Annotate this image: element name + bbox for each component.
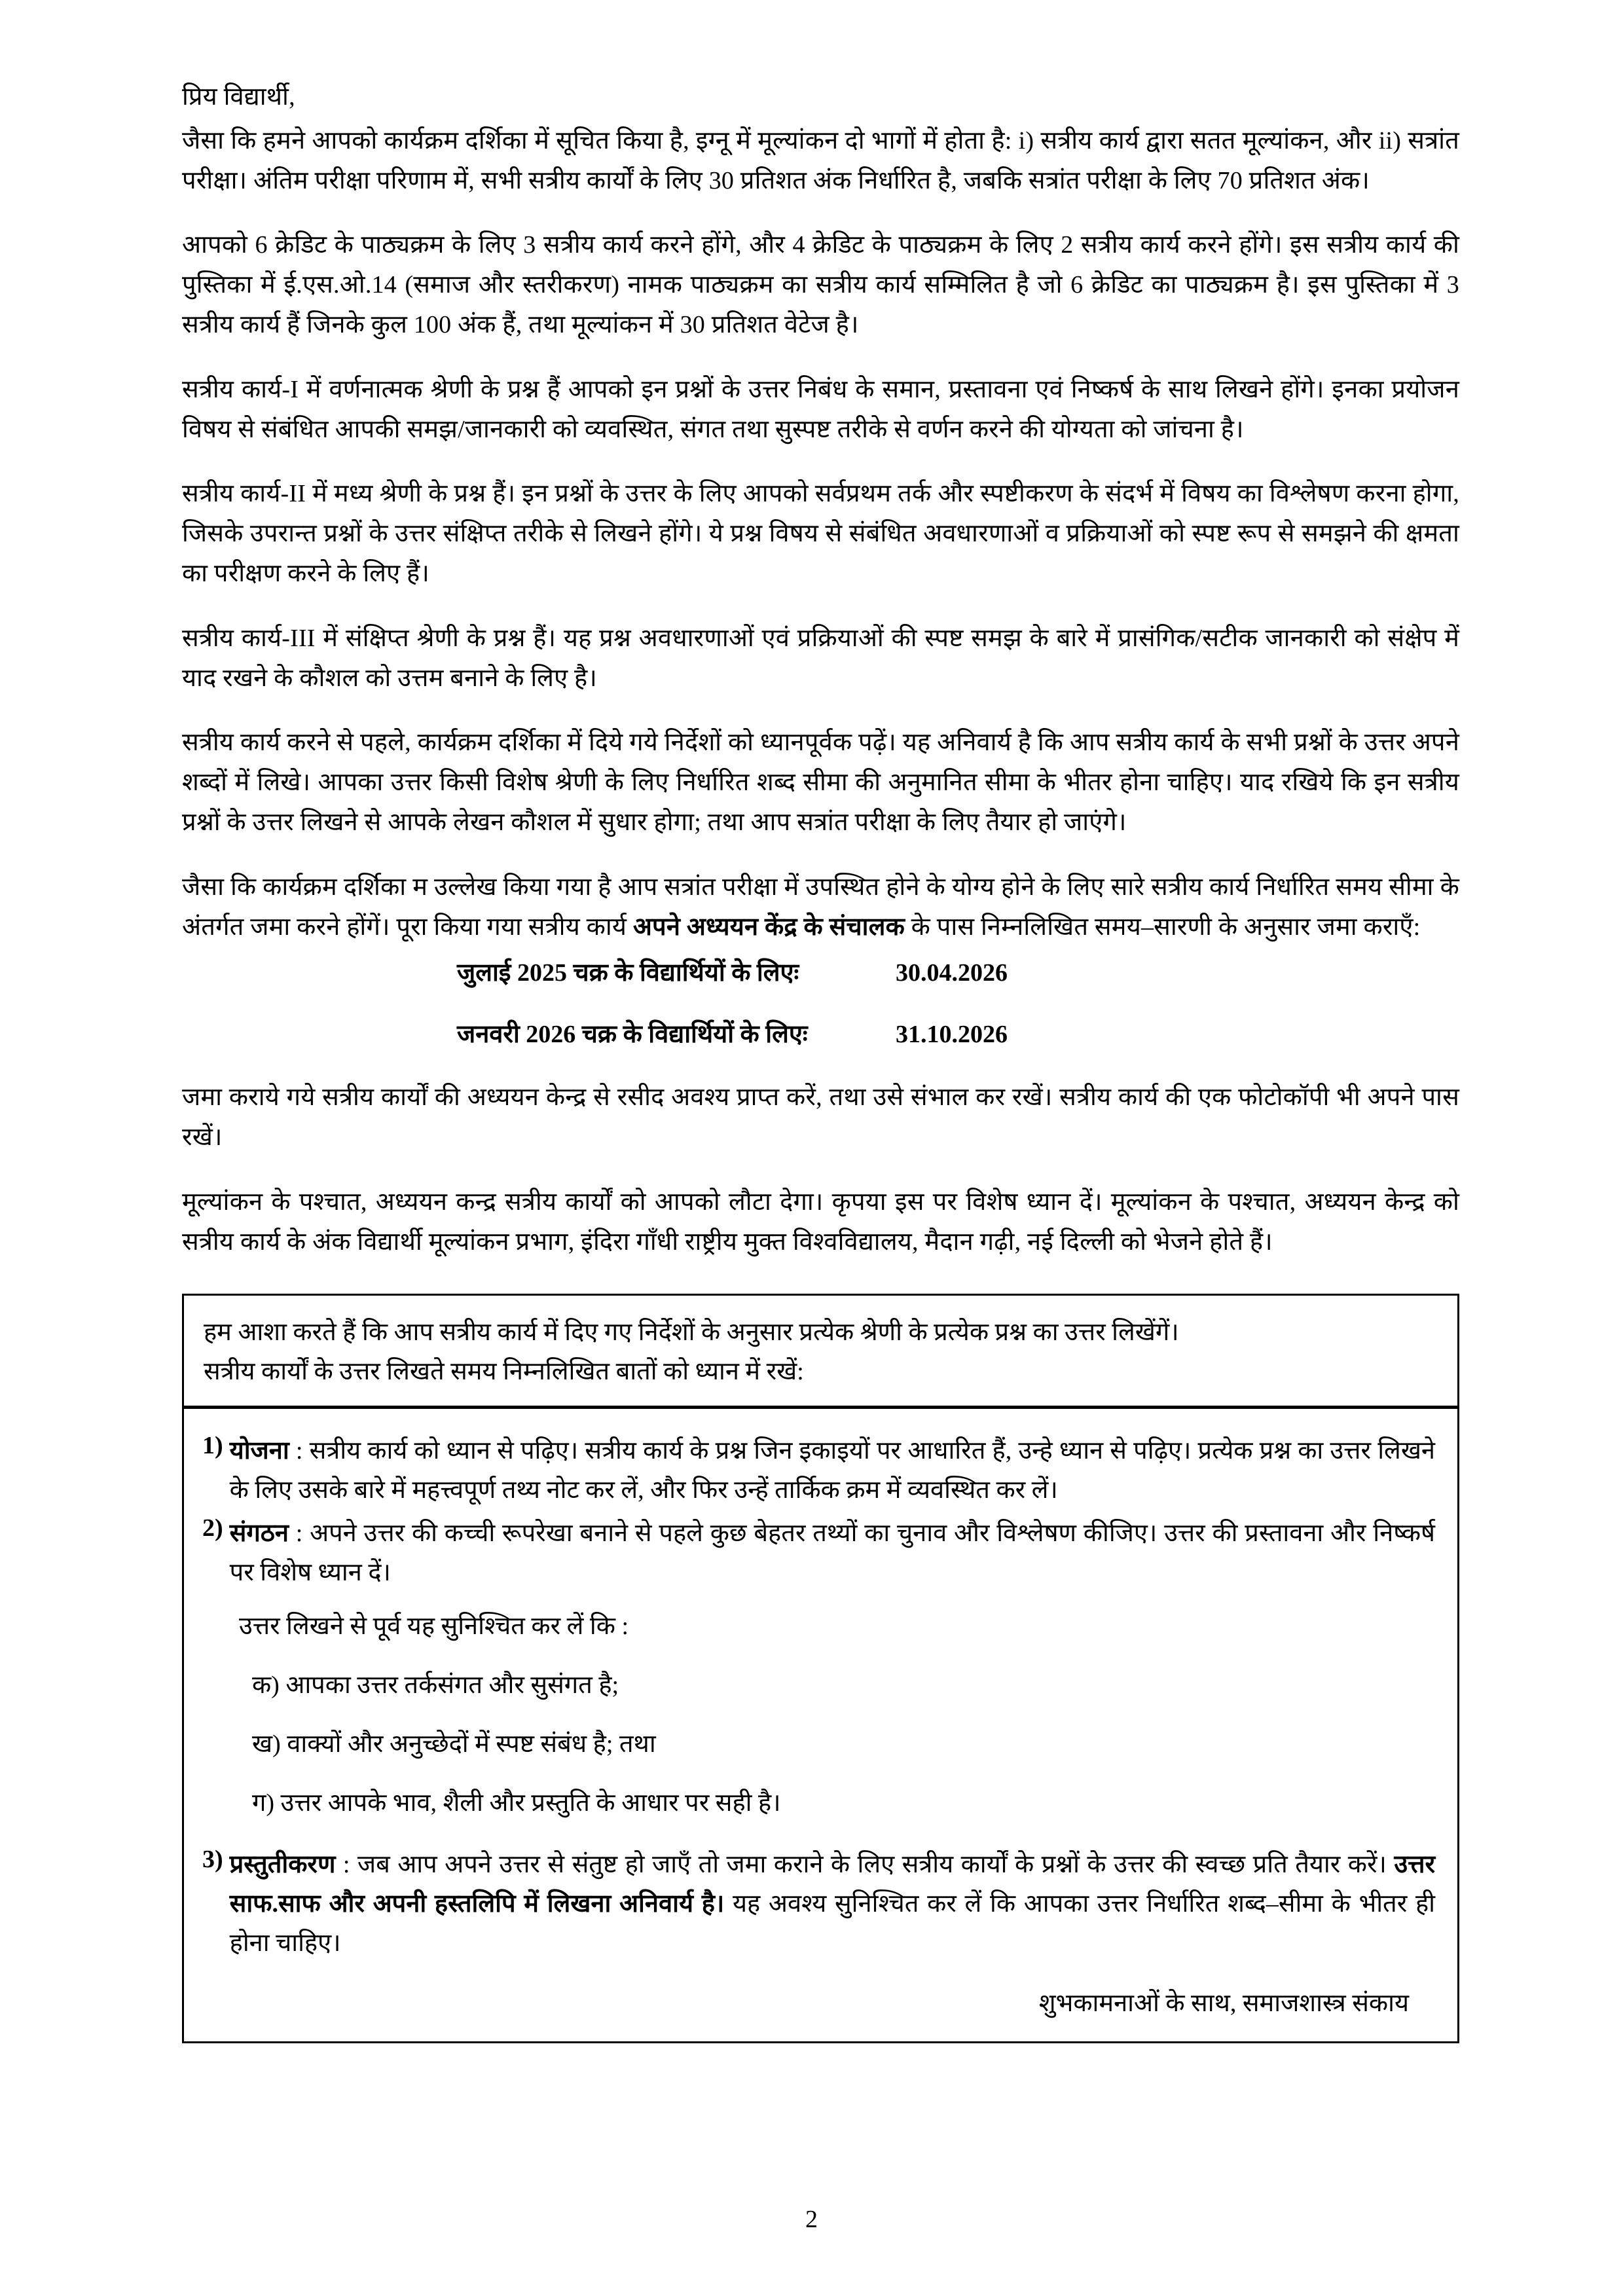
schedule-date-july-cycle: 30.04.2026 (896, 959, 1008, 987)
sub-item-ga: ग) उत्तर आपके भाव, शैली और प्रस्तुति के आधार पर सही है। (252, 1789, 781, 1817)
paragraph-assignment-two: सत्रीय कार्य-II में मध्य श्रेणी के प्रश्न हैं। इन प्रश्नों के उत्तर के लिए आपको सर्वप्रथम तर्क और स्पष्टीकरण के संदर्भ में विषय का विश्लेषण करना होगा, जिसके उपरान्त प्रश्नों के उत्तर संक्षिप्त तरीके से लिखने होंगे। ये प्रश्न विषय से संबंधित अवधारणाओं व प्रक्रियाओं को स्पष्ट रूप से समझने की क्षमता का परीक्षण करने के लिए हैं। (182, 480, 1459, 587)
submission-text-part-two: के पास निम्नलिखित समय–सारणी के अनुसार जमा कराएँ: (904, 913, 1421, 941)
note-item-separator: : (335, 1850, 357, 1878)
paragraph-assignment-one: सत्रीय कार्य-I में वर्णनात्मक श्रेणी के प्रश्न हैं आपको इन प्रश्नों के उत्तर निबंध के समान, प्रस्तावना एवं निष्कर्ष के साथ लिखने होंगे। इनका प्रयोजन विषय से संबंधित आपकी समझ/जानकारी को व्यवस्थित, संगत तथा सुस्पष्ट तरीके से वर्णन करने की योग्यता को जांचना है। (182, 375, 1459, 443)
schedule-label-january-cycle: जनवरी 2026 चक्र के विद्यार्थियों के लिएः (457, 1021, 808, 1049)
note-item-organisation (202, 1514, 1435, 1592)
note-item-body-part-one: जब आप अपने उत्तर से संतुष्ट हो जाएँ तो जमा कराने के लिए सत्रीय कार्याें के प्रश्नों के उत्तर की स्वच्छ प्रति तैयार करें। (357, 1850, 1395, 1878)
note-item-title: योजना (229, 1436, 289, 1465)
sub-item-ka: क) आपका उत्तर तर्कसंगत और सुसंगत है; (252, 1671, 619, 1699)
note-item-planning (202, 1431, 1435, 1510)
note-item-body-part-two: यह अवश्य सुनिश्चित कर लें कि आपका उत्तर निर्धारित शब्द–सीमा के भीतर ही होना चाहिए। (229, 1889, 1435, 1957)
schedule-row (182, 955, 1459, 989)
schedule-date-january-cycle: 31.10.2026 (896, 1021, 1008, 1049)
paragraph-marks-dispatch: मूल्यांकन के पश्चात, अध्ययन कन्द्र सत्रीय कार्याें को आपको लौटा देगा। कृपया इस पर विशेष ध्यान दें। मूल्यांकन के पश्चात, अध्ययन केन्द्र को सत्रीय कार्य के अंक विद्यार्थी मूल्यांकन प्रभाग, इंदिरा गाँधी राष्ट्रीय मुक्त विश्वविद्यालय, मैदान गढ़ी, नई दिल्ली को भेजने होते हैं। (182, 1188, 1459, 1256)
note-item-separator: : (288, 1519, 310, 1547)
page-number: 2 (805, 2206, 818, 2233)
sub-items-intro: उत्तर लिखने से पूर्व यह सुनिश्चित कर लें कि : (239, 1612, 629, 1640)
submission-schedule (182, 955, 1459, 1050)
note-item-body: अपने उत्तर की कच्ची रूपरेखा बनाने से पहले कुछ बेहतर तथ्यों का चुनाव और विश्लेषण कीजिए। उत्तर की प्रस्तावना और निष्कर्ष पर विशेष ध्यान दें। (229, 1519, 1435, 1586)
note-item-number: 2) (202, 1514, 223, 1542)
note-item-number: 1) (202, 1431, 223, 1459)
note-item-title: संगठन (229, 1519, 289, 1547)
paragraph-instructions-before-writing: सत्रीय कार्य करने से पहले, कार्यक्रम दर्शिका में दिये गये निर्देशों को ध्यानपूर्वक पढ़ें। यह अनिवार्य है कि आप सत्रीय कार्य के सभी प्रश्नों के उत्तर अपने शब्दों में लिखे। आपका उत्तर किसी विशेष श्रेणी के लिए निर्धारित शब्द सीमा की अनुमानित सीमा के भीतर होना चाहिए। याद रखिये कि इन सत्रीय प्रश्नों के उत्तर लिखने से आपके लेखन कौशल में सुधार होगा; तथा आप सत्रांत परीक्षा के लिए तैयार हो जाएंगे। (182, 729, 1459, 836)
note-header-line-one: हम आशा करते हैं कि आप सत्रीय कार्य में दिए गए निर्देशों के अनुसार प्रत्येक श्रेणी के प्रत्येक प्रश्न का उत्तर लिखेंगें। (204, 1318, 1179, 1346)
sub-item-kha: ख) वाक्यों और अनुच्छेदों में स्पष्ट संबंध है; तथा (252, 1730, 656, 1758)
note-item-title: प्रस्तुतीकरण (229, 1850, 336, 1878)
paragraph-submission-deadline-intro (182, 867, 1459, 947)
note-header-line-two: सत्रीय कार्याें के उत्तर लिखते समय निम्नलिखित बातों को ध्यान में रखें: (204, 1357, 804, 1385)
note-item-text (230, 1431, 1435, 1510)
schedule-row (182, 1016, 1459, 1050)
note-item-text (230, 1845, 1435, 1963)
note-box-header (184, 1296, 1457, 1409)
submission-text-part-one: जैसा कि कार्यक्रम दर्शिका म उल्लेख किया गया है आप सत्रांत परीक्षा में उपस्थित होने के योग्य होने के लिए सारे सत्रीय कार्य निर्धारित समय सीमा के अंतर्गत जमा करने होंगें। पूरा किया गया सत्रीय कार्य (182, 873, 1459, 941)
paragraph-evaluation-overview: जैसा कि हमने आपको कार्यक्रम दर्शिका में सूचित किया है, इग्नू में मूल्यांकन दो भागों में होता है: i) सत्रीय कार्य द्वारा सतत मूल्यांकन, और ii) सत्रांत परीक्षा। अंतिम परीक्षा परिणाम में, सभी सत्रीय कार्यों के लिए 30 प्रतिशत अंक निर्धारित है, जबकि सत्रांत परीक्षा के लिए 70 प्रतिशत अंक। (182, 126, 1459, 194)
schedule-label-july-cycle: जुलाई 2025 चक्र के विद्यार्थियों के लिएः (457, 959, 799, 987)
note-item-separator: : (289, 1436, 310, 1465)
faculty-signature: शुभकामनाओं के साथ, समाजशास्त्र संकाय (1038, 1989, 1409, 2017)
note-item-text (230, 1514, 1435, 1592)
note-box-body (184, 1409, 1457, 2041)
note-item-presentation (202, 1845, 1435, 1963)
note-item-handwriting-emphasis: उत्तर साफ.साफ और अपनी हस्तलिपि में लिखना अनिवार्य है। (229, 1850, 1435, 1918)
submission-coordinator-emphasis: अपने अध्ययन केंद्र के संचालक (632, 913, 905, 941)
salutation: प्रिय विद्यार्थी, (182, 83, 295, 111)
paragraph-assignment-three: सत्रीय कार्य-III में संक्षिप्त श्रेणी के प्रश्न हैं। यह प्रश्न अवधारणाओं एवं प्रक्रियाओं की स्पष्ट समझ के बारे में प्रासंगिक/सटीक जानकारी को संक्षेप में याद रखने के कौशल को उत्तम बनाने के लिए है। (182, 624, 1459, 692)
note-item-body: सत्रीय कार्य को ध्यान से पढ़िए। सत्रीय कार्य के प्रश्न जिन इकाइयों पर आधारित हैं, उन्हे ध्यान से पढ़िए। प्रत्येक प्रश्न का उत्तर लिखने के लिए उसके बारे में महत्त्वपूर्ण तथ्य नोट कर लें, और फिर उन्हें तार्किक क्रम में व्यवस्थित कर लें। (229, 1436, 1435, 1504)
paragraph-receipt-photocopy: जमा कराये गये सत्रीय कार्याें की अध्ययन केन्द्र से रसीद अवश्य प्राप्त करें, तथा उसे संभाल कर रखें। सत्रीय कार्य की एक फोटोकॉपी भी अपने पास रखें। (182, 1084, 1459, 1152)
instructions-note-box (182, 1294, 1459, 2043)
paragraph-credit-assignments: आपको 6 क्रेडिट के पाठ्यक्रम के लिए 3 सत्रीय कार्य करने होंगे, और 4 क्रेडिट के पाठ्यक्रम के लिए 2 सत्रीय कार्य करने होंगे। इस सत्रीय कार्य की पुस्तिका में ई.एस.ओ.14 (समाज और स्तरीकरण) नामक पाठ्यक्रम का सत्रीय कार्य सम्मिलित है जो 6 क्रेडिट का पाठ्यक्रम है। इस पुस्तिका में 3 सत्रीय कार्य हैं जिनके कुल 100 अंक हैं, तथा मूल्यांकन में 30 प्रतिशत वेटेज है। (182, 231, 1459, 338)
note-item-number: 3) (202, 1845, 223, 1873)
